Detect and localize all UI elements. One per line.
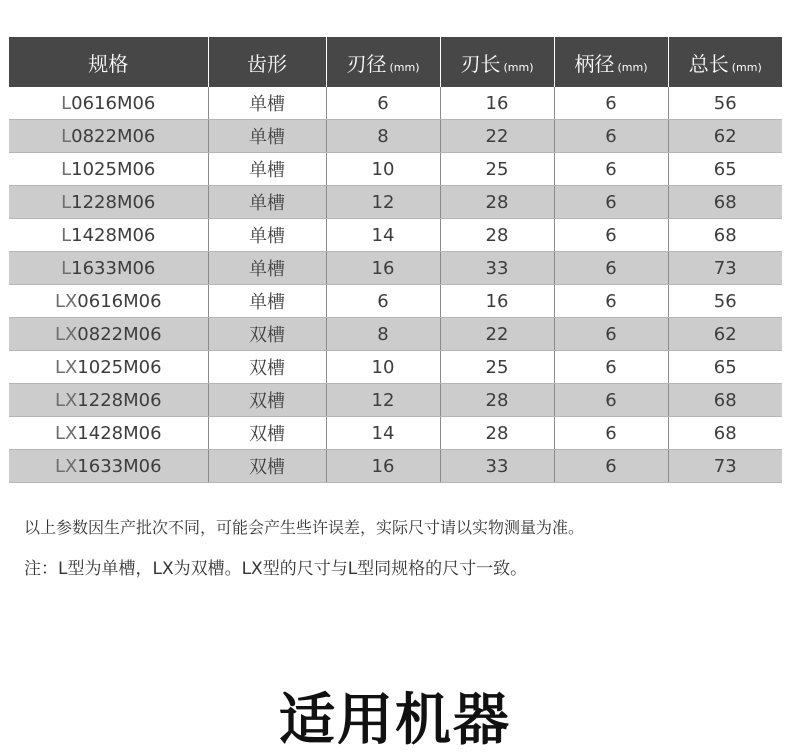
spec-prefix: LX <box>54 422 78 444</box>
cell-tooth-shape: 双槽 <box>208 450 326 483</box>
header-cutting-length <box>440 37 554 87</box>
header-label: 规格 <box>88 51 129 76</box>
header-label: 刃径 <box>346 51 387 76</box>
cell-tooth-shape: 双槽 <box>208 417 326 450</box>
cell-spec <box>9 450 208 483</box>
header-row <box>9 37 782 87</box>
cell-tooth-shape: 单槽 <box>208 153 326 186</box>
spec-prefix: L <box>61 125 72 147</box>
spec-model: 1025M06 <box>77 356 162 378</box>
cell-cutting-length: 28 <box>440 186 554 219</box>
cell-cutting-diameter: 14 <box>326 219 440 252</box>
cell-total-length: 68 <box>668 219 782 252</box>
header-label: 齿形 <box>247 51 287 76</box>
spec-prefix: LX <box>54 290 78 312</box>
cell-tooth-shape: 单槽 <box>208 285 326 318</box>
cell-shank-diameter: 6 <box>554 384 668 417</box>
header-label: 柄径 <box>574 51 615 76</box>
cell-cutting-diameter: 12 <box>326 384 440 417</box>
cell-total-length: 68 <box>668 417 782 450</box>
spec-prefix: LX <box>54 389 78 411</box>
spec-model: 1025M06 <box>71 158 156 180</box>
header-tooth-shape <box>208 37 326 87</box>
table-row <box>9 384 782 417</box>
spec-model: 1228M06 <box>77 389 162 411</box>
cell-tooth-shape: 双槽 <box>208 351 326 384</box>
cell-cutting-length: 28 <box>440 384 554 417</box>
cell-tooth-shape: 单槽 <box>208 252 326 285</box>
cell-shank-diameter: 6 <box>554 219 668 252</box>
cell-cutting-length: 16 <box>440 285 554 318</box>
cell-shank-diameter: 6 <box>554 87 668 120</box>
cell-total-length: 68 <box>668 384 782 417</box>
cell-spec <box>9 153 208 186</box>
cell-cutting-diameter: 6 <box>326 285 440 318</box>
cell-cutting-diameter: 16 <box>326 450 440 483</box>
spec-prefix: LX <box>54 356 78 378</box>
cell-cutting-length: 28 <box>440 219 554 252</box>
spec-prefix: L <box>61 191 72 213</box>
cell-tooth-shape: 单槽 <box>208 219 326 252</box>
cell-shank-diameter: 6 <box>554 252 668 285</box>
cell-cutting-diameter: 10 <box>326 153 440 186</box>
table-row <box>9 450 782 483</box>
table-row <box>9 351 782 384</box>
spec-model: 1228M06 <box>71 191 156 213</box>
cell-total-length: 65 <box>668 351 782 384</box>
cell-total-length: 68 <box>668 186 782 219</box>
cell-spec <box>9 384 208 417</box>
cell-spec <box>9 318 208 351</box>
cell-cutting-diameter: 14 <box>326 417 440 450</box>
table-row <box>9 153 782 186</box>
cell-total-length: 62 <box>668 120 782 153</box>
spec-prefix: L <box>61 92 72 114</box>
cell-cutting-diameter: 6 <box>326 87 440 120</box>
cell-cutting-diameter: 10 <box>326 351 440 384</box>
spec-prefix: LX <box>54 323 78 345</box>
cell-cutting-length: 16 <box>440 87 554 120</box>
cell-cutting-length: 25 <box>440 153 554 186</box>
disclaimer-note: 以上参数因生产批次不同，可能会产生些许误差，实际尺寸请以实物测量为准。 <box>24 518 585 537</box>
table-row <box>9 87 782 120</box>
spec-model: 1633M06 <box>77 455 162 477</box>
spec-table-header <box>9 37 782 87</box>
cell-tooth-shape: 双槽 <box>208 318 326 351</box>
cell-shank-diameter: 6 <box>554 285 668 318</box>
cell-total-length: 62 <box>668 318 782 351</box>
header-spec <box>9 37 208 87</box>
cell-cutting-length: 28 <box>440 417 554 450</box>
spec-model: 0822M06 <box>77 323 162 345</box>
cell-shank-diameter: 6 <box>554 450 668 483</box>
cell-spec <box>9 87 208 120</box>
spec-model: 1428M06 <box>71 224 156 246</box>
spec-prefix: L <box>61 257 72 279</box>
cell-spec <box>9 186 208 219</box>
cell-cutting-length: 22 <box>440 120 554 153</box>
spec-prefix: LX <box>54 455 78 477</box>
table-row <box>9 252 782 285</box>
header-unit: (mm) <box>731 60 762 74</box>
section-title: 适用机器 <box>279 688 511 753</box>
cell-spec <box>9 285 208 318</box>
spec-model: 0822M06 <box>71 125 156 147</box>
cell-shank-diameter: 6 <box>554 186 668 219</box>
cell-shank-diameter: 6 <box>554 351 668 384</box>
type-note: 注：L型为单槽，LX为双槽。LX型的尺寸与L型同规格的尺寸一致。 <box>24 559 528 579</box>
header-cutting-diameter <box>326 37 440 87</box>
cell-cutting-length: 33 <box>440 252 554 285</box>
spec-table-body <box>9 87 782 483</box>
cell-spec <box>9 120 208 153</box>
table-row <box>9 186 782 219</box>
header-total-length <box>668 37 782 87</box>
cell-shank-diameter: 6 <box>554 417 668 450</box>
spec-prefix: L <box>61 224 72 246</box>
cell-shank-diameter: 6 <box>554 120 668 153</box>
spec-model: 0616M06 <box>71 92 156 114</box>
header-label: 刃长 <box>460 51 501 76</box>
cell-tooth-shape: 双槽 <box>208 384 326 417</box>
spec-model: 1428M06 <box>77 422 162 444</box>
cell-total-length: 73 <box>668 252 782 285</box>
table-row <box>9 285 782 318</box>
cell-spec <box>9 351 208 384</box>
cell-total-length: 65 <box>668 153 782 186</box>
cell-cutting-length: 25 <box>440 351 554 384</box>
table-row <box>9 417 782 450</box>
spec-table <box>9 37 782 483</box>
spec-model: 1633M06 <box>71 257 156 279</box>
header-shank-diameter <box>554 37 668 87</box>
cell-shank-diameter: 6 <box>554 318 668 351</box>
cell-shank-diameter: 6 <box>554 153 668 186</box>
table-row <box>9 120 782 153</box>
cell-cutting-length: 33 <box>440 450 554 483</box>
cell-total-length: 56 <box>668 87 782 120</box>
cell-total-length: 73 <box>668 450 782 483</box>
cell-spec <box>9 219 208 252</box>
cell-tooth-shape: 单槽 <box>208 87 326 120</box>
cell-spec <box>9 252 208 285</box>
notes <box>24 515 764 579</box>
header-unit: (mm) <box>617 60 648 74</box>
table-row <box>9 318 782 351</box>
spec-prefix: L <box>61 158 72 180</box>
header-label: 总长 <box>688 51 729 76</box>
cell-cutting-diameter: 16 <box>326 252 440 285</box>
cell-cutting-diameter: 8 <box>326 120 440 153</box>
cell-tooth-shape: 单槽 <box>208 120 326 153</box>
header-unit: (mm) <box>389 60 420 74</box>
cell-cutting-diameter: 8 <box>326 318 440 351</box>
cell-cutting-length: 22 <box>440 318 554 351</box>
cell-cutting-diameter: 12 <box>326 186 440 219</box>
cell-tooth-shape: 单槽 <box>208 186 326 219</box>
table-row <box>9 219 782 252</box>
cell-total-length: 56 <box>668 285 782 318</box>
cell-spec <box>9 417 208 450</box>
header-unit: (mm) <box>503 60 534 74</box>
spec-model: 0616M06 <box>77 290 162 312</box>
